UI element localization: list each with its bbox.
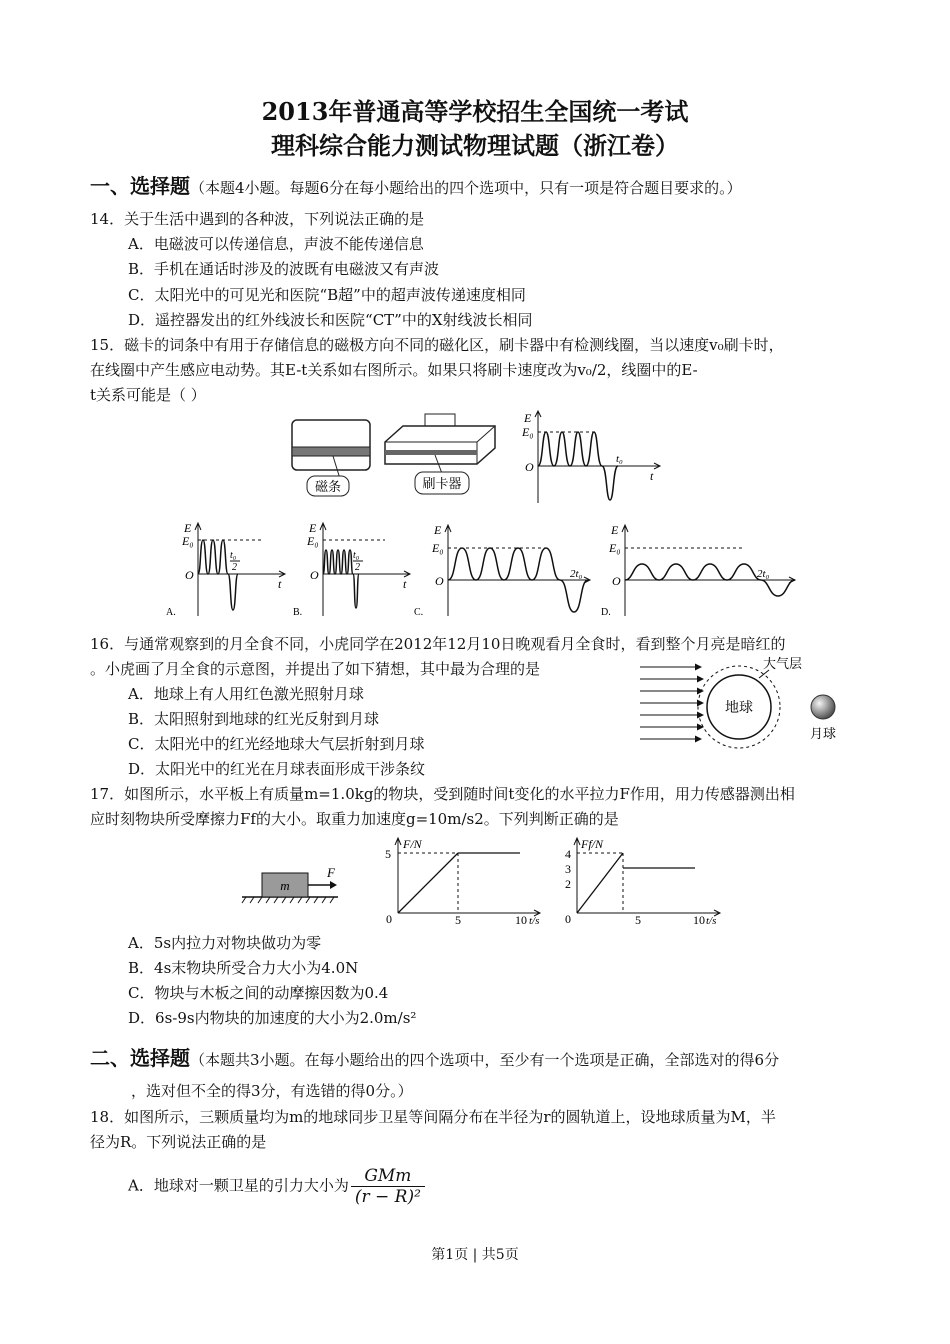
card-reader xyxy=(385,414,495,494)
ref-e-label: E xyxy=(524,411,532,425)
q15-choice-c-graph xyxy=(410,520,595,618)
q15-card-reader-figure xyxy=(285,410,505,502)
g1-y5: 5 xyxy=(385,847,391,861)
magnetic-card xyxy=(292,420,370,470)
choice-c-e0-label: E₀ xyxy=(432,541,444,555)
q15-reference-graph xyxy=(510,408,670,508)
section2-heading: 二、选择题 xyxy=(90,1046,190,1070)
choice-b-t0-num: t₀ xyxy=(353,550,360,561)
earth-label: 地球 xyxy=(725,701,753,716)
choice-d-e-label: E xyxy=(611,523,619,537)
g1-x5: 5 xyxy=(455,913,461,927)
moon-label: 月球 xyxy=(809,726,837,741)
q14-option-c: C．太阳光中的可见光和医院“B超”中的超声波传递速度相同 xyxy=(128,286,526,304)
ref-e0-label: E₀ xyxy=(522,425,534,439)
q18-option-a-fraction xyxy=(351,1166,425,1207)
section2-note-line2: ，选对但不全的得3分，有选错的得0分。） xyxy=(131,1082,413,1100)
q17-stem-line2: 应时刻物块所受摩擦力Ff的大小。取重力加速度g=10m/s2。下列判断正确的是 xyxy=(90,810,619,828)
reader-label: 刷卡器 xyxy=(422,476,462,491)
page-footer: 第1页 | 共5页 xyxy=(431,1247,519,1263)
moon-circle xyxy=(811,695,835,719)
force-ramp-line xyxy=(398,853,458,913)
q16-option-a: A．地球上有人用红色激光照射月球 xyxy=(128,685,364,703)
choice-c-letter: C. xyxy=(414,607,424,618)
q17-stem-line1: 17．如图所示，水平板上有质量m=1.0kg的物块，受到随时间t变化的水平拉力F作用，用力传感器测出相 xyxy=(90,785,795,803)
g2-ylabel: Ff/N xyxy=(581,837,604,851)
g2-y2: 2 xyxy=(565,877,571,891)
g2-x10: 10 xyxy=(693,913,705,927)
sun-rays xyxy=(640,667,703,739)
g2-x5: 5 xyxy=(635,913,641,927)
q15-stem-line3: t关系可能是（ ） xyxy=(90,386,206,404)
choice-a-origin-label: O xyxy=(185,568,194,582)
ref-origin-label: O xyxy=(525,460,534,474)
q17-friction-graph xyxy=(555,835,735,927)
g2-origin: 0 xyxy=(565,912,571,926)
choice-b-letter: B. xyxy=(293,607,303,618)
q18-stem-line2: 径为R。下列说法正确的是 xyxy=(90,1133,267,1151)
q14-stem: 14．关于生活中遇到的各种波，下列说法正确的是 xyxy=(90,210,425,228)
choice-a-e0-label: E₀ xyxy=(182,534,194,548)
q15-choice-b-graph xyxy=(285,518,420,618)
ref-t0-label: t₀ xyxy=(616,453,623,465)
g1-xlabel: t/s xyxy=(529,915,540,927)
q18-option-a xyxy=(128,1166,425,1207)
q15-choice-d-graph xyxy=(595,520,805,618)
q17-option-b: B．4s末物块所受合力大小为4.0N xyxy=(128,959,359,977)
q15-stem-line1: 15．磁卡的词条中有用于存储信息的磁极方向不同的磁化区，刷卡器中有检测线圈，当以速度v₀刷卡时， xyxy=(90,336,784,354)
q17-block-figure xyxy=(240,855,355,910)
atmosphere-label: 大气层 xyxy=(763,656,803,671)
block-label: m xyxy=(280,878,290,893)
choice-b-t0-den: 2 xyxy=(355,562,360,573)
section1-header xyxy=(90,170,742,199)
g1-ylabel: F/N xyxy=(403,837,422,851)
choice-d-origin-label: O xyxy=(612,574,621,588)
paper-title-line2: 理科综合能力测试物理试题（浙江卷） xyxy=(271,131,679,160)
choice-a-letter: A. xyxy=(166,607,176,618)
q17-option-c: C．物块与木板之间的动摩擦因数为0.4 xyxy=(128,984,389,1002)
g1-origin: 0 xyxy=(386,912,392,926)
choice-d-2t0-label: 2t₀ xyxy=(757,568,770,580)
q16-stem-line2: 。小虎画了月全食的示意图，并提出了如下猜想，其中最为合理的是 xyxy=(90,660,541,678)
q16-option-c: C．太阳光中的红光经地球大气层折射到月球 xyxy=(128,735,425,753)
ref-t-label: t xyxy=(650,469,654,483)
choice-d-e0-label: E₀ xyxy=(609,541,621,555)
q17-force-graph xyxy=(370,835,555,927)
section1-note: （本题4小题。每题6分在每小题给出的四个选项中，只有一项是符合题目要求的。） xyxy=(190,179,742,197)
choice-c-origin-label: O xyxy=(435,574,444,588)
g2-y4: 4 xyxy=(565,847,571,861)
section2-header xyxy=(90,1042,779,1071)
q17-option-a: A．5s内拉力对物块做功为零 xyxy=(128,934,322,952)
section2-note-line1: （本题共3小题。在每小题给出的四个选项中，至少有一个选项是正确，全部选对的得6分 xyxy=(190,1051,780,1069)
q18-option-a-text: A．地球对一颗卫星的引力大小为 xyxy=(128,1176,349,1195)
q18-stem-line1: 18．如图所示，三颗质量均为m的地球同步卫星等间隔分布在半径为r的圆轨道上，设地球质量为M，半 xyxy=(90,1108,776,1126)
choice-b-t-label: t xyxy=(403,577,407,591)
section1-heading: 一、选择题 xyxy=(90,174,190,198)
q17-option-d: D．6s-9s内物块的加速度的大小为2.0m/s² xyxy=(128,1009,417,1027)
force-label: F xyxy=(327,865,335,880)
q14-option-a: A．电磁波可以传递信息，声波不能传递信息 xyxy=(128,235,424,253)
choice-a-t0-den: 2 xyxy=(232,562,237,573)
choice-b-e0-label: E₀ xyxy=(307,534,319,548)
choice-a-t-label: t xyxy=(278,577,282,591)
choice-b-e-label: E xyxy=(309,521,317,535)
q15-stem-line2: 在线圈中产生感应电动势。其E-t关系如右图所示。如果只将刷卡速度改为v₀/2，线圈中的E- xyxy=(90,361,698,379)
choice-d-letter: D. xyxy=(601,607,611,618)
choice-a-t0-num: t₀ xyxy=(230,550,237,561)
paper-title-line1: 2013年普通高等学校招生全国统一考试 xyxy=(261,97,689,126)
q15-choice-a-graph xyxy=(160,518,295,618)
q16-stem-line1: 16．与通常观察到的月全食不同，小虎同学在2012年12月10日晚观看月全食时，看到整个月亮是暗红的 xyxy=(90,635,786,653)
fraction-numerator: GMm xyxy=(351,1166,425,1187)
choice-b-origin-label: O xyxy=(310,568,319,582)
q16-eclipse-figure xyxy=(635,655,850,755)
choice-c-2t0-label: 2t₀ xyxy=(570,568,583,580)
q14-option-b: B．手机在通话时涉及的波既有电磁波又有声波 xyxy=(128,260,440,278)
q14-option-d: D．遥控器发出的红外线波长和医院“CT”中的X射线波长相同 xyxy=(128,311,533,329)
card-label: 磁条 xyxy=(314,479,342,494)
fraction-denominator: (r − R)² xyxy=(354,1187,421,1207)
g2-y3: 3 xyxy=(565,862,571,876)
choice-c-e-label: E xyxy=(434,523,442,537)
friction-ramp-line xyxy=(577,853,623,913)
q16-option-b: B．太阳照射到地球的红光反射到月球 xyxy=(128,710,380,728)
g1-x10: 10 xyxy=(515,913,527,927)
q16-option-d: D．太阳光中的红光在月球表面形成干涉条纹 xyxy=(128,760,426,778)
choice-a-e-label: E xyxy=(184,521,192,535)
g2-xlabel: t/s xyxy=(706,915,717,927)
